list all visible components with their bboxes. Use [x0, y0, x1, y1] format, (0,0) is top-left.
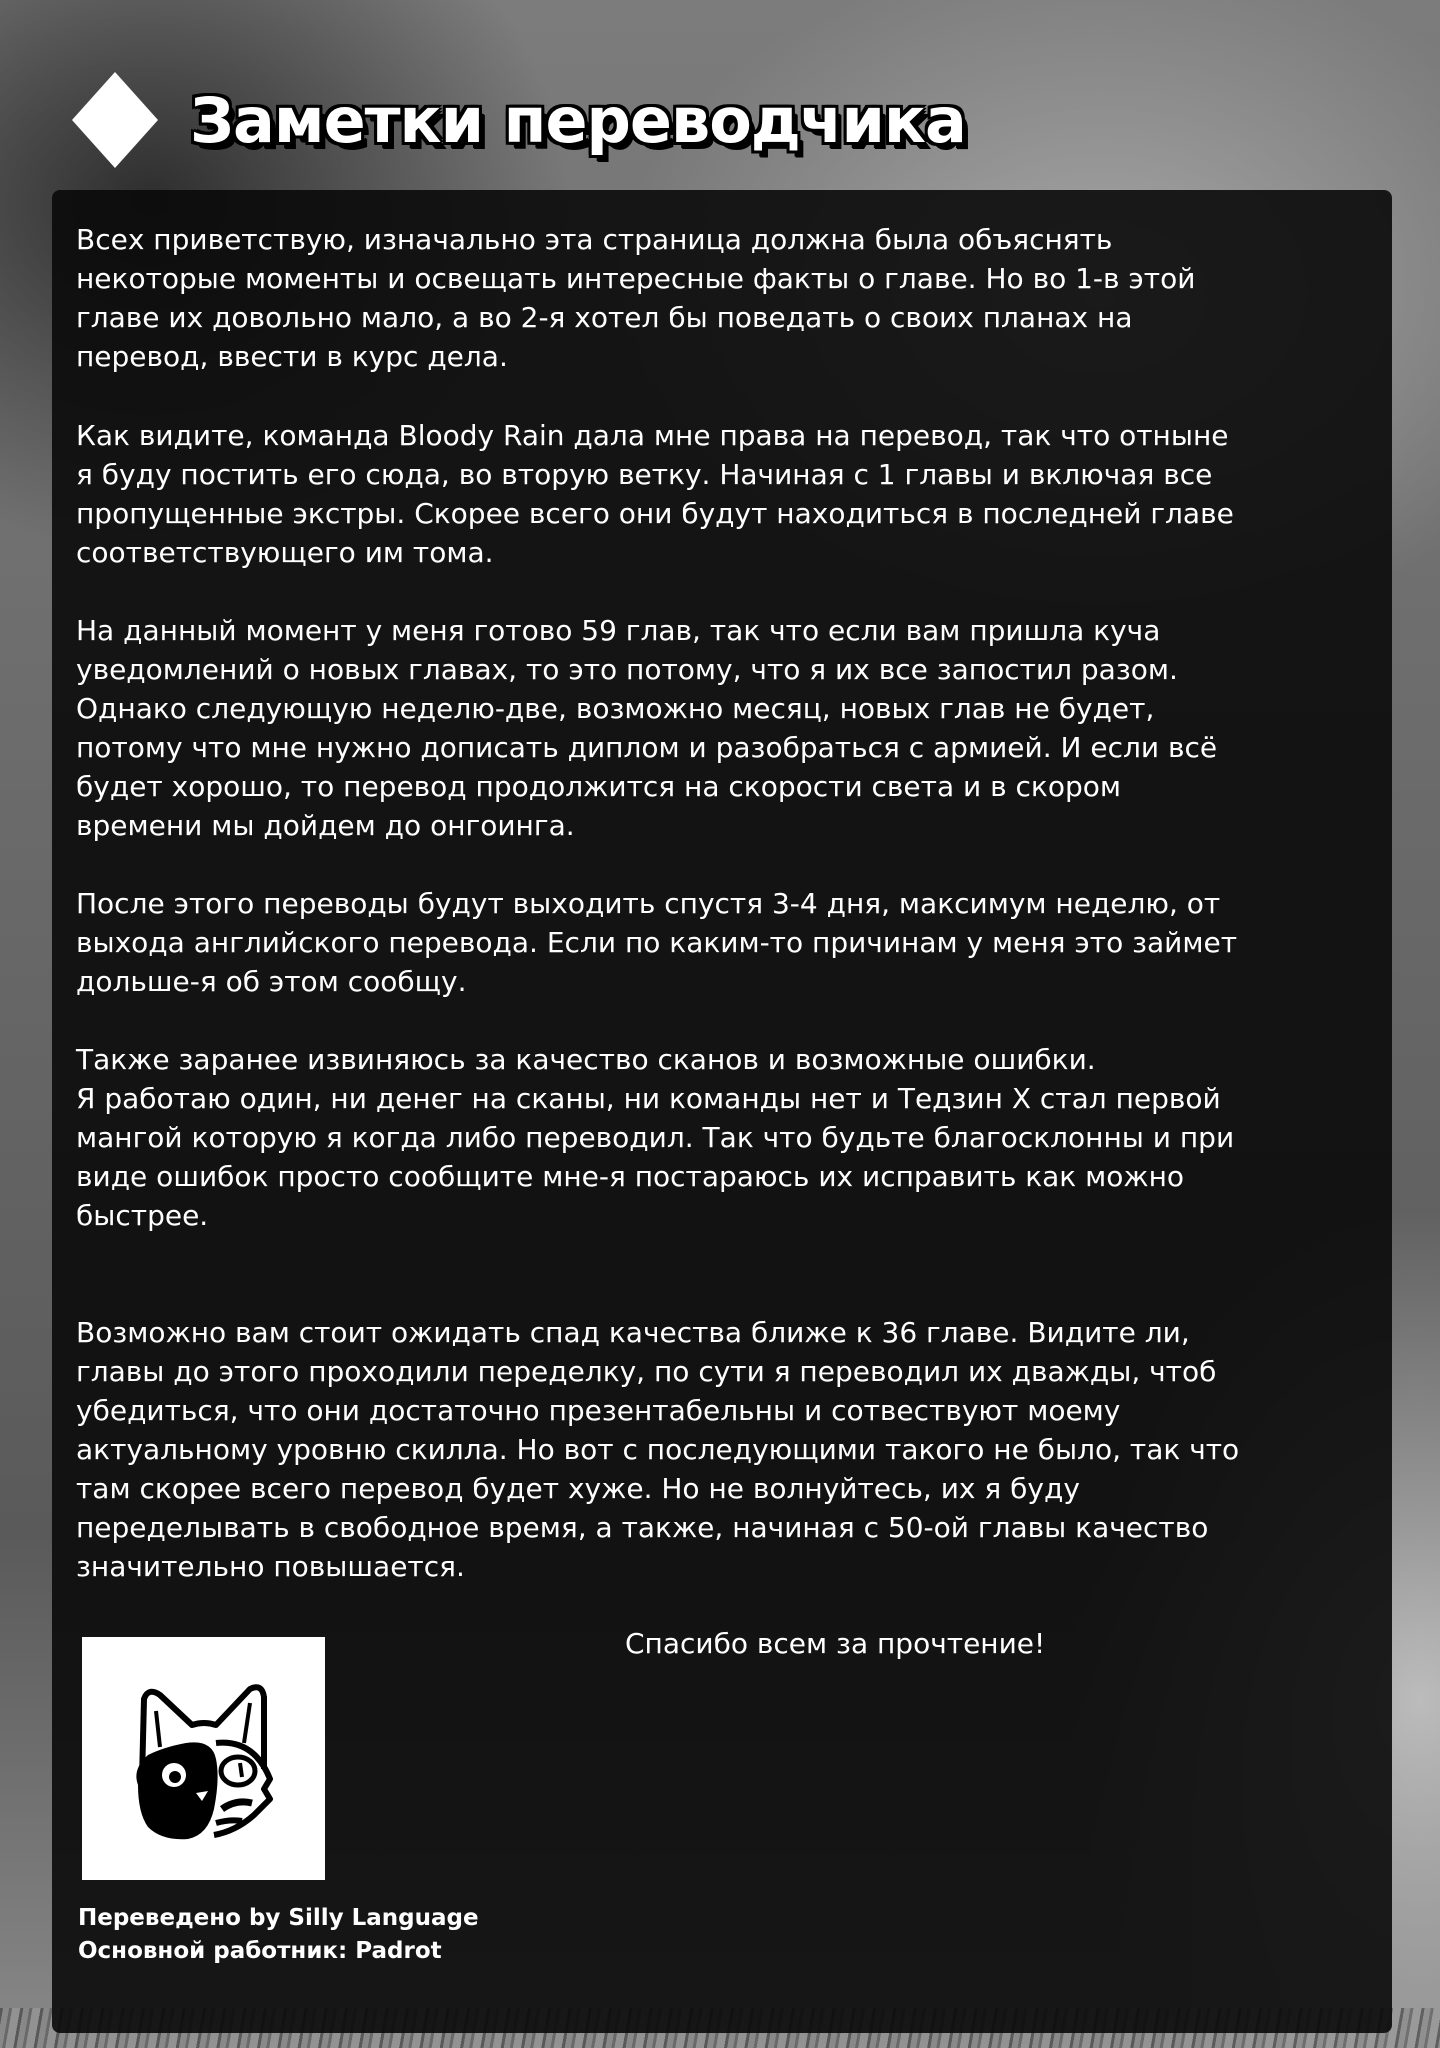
paragraph-quality — [76, 1313, 1239, 1586]
diamond-icon — [72, 72, 158, 168]
text-line: будет хорошо, то перевод продолжится на скорости света и в скором — [76, 770, 1121, 803]
text-line: уведомлений о новых главах, то это потому, что я их все запостил разом. — [76, 653, 1178, 686]
text-line: переделывать в свободное время, а также, начиная с 50-ой главы качество — [76, 1511, 1209, 1544]
text-line: Я работаю один, ни денег на сканы, ни команды нет и Тедзин Х стал первой — [76, 1082, 1221, 1115]
page-title: Заметки переводчика — [190, 83, 966, 157]
text-line: Также заранее извиняюсь за качество сканов и возможные ошибки. — [76, 1043, 1096, 1076]
paragraph-intro — [76, 220, 1195, 376]
text-line: Как видите, команда Bloody Rain дала мне права на перевод, так что отныне — [76, 419, 1229, 452]
page-header — [72, 72, 966, 168]
text-line: некоторые моменты и освещать интересные факты о главе. Но во 1-в этой — [76, 262, 1196, 295]
cat-face-logo-icon — [82, 1637, 325, 1880]
text-line: соответствующего им тома. — [76, 536, 494, 569]
paragraph-schedule — [76, 884, 1237, 1001]
credit-main-worker: Основной работник: Padrot — [78, 1938, 442, 1964]
text-line: После этого переводы будут выходить спустя 3-4 дня, максимум неделю, от — [76, 887, 1221, 920]
text-line: потому что мне нужно дописать диплом и разобраться с армией. И если всё — [76, 731, 1218, 764]
cat-face-icon — [104, 1659, 304, 1859]
paragraph-rights — [76, 416, 1234, 572]
text-line: актуальному уровню скилла. Но вот с последующими такого не было, так что — [76, 1433, 1240, 1466]
text-line: На данный момент у меня готово 59 глав, так что если вам пришла куча — [76, 614, 1161, 647]
text-line: дольше-я об этом сообщу. — [76, 965, 467, 998]
text-line: я буду постить его сюда, во вторую ветку. Начиная с 1 главы и включая все — [76, 458, 1213, 491]
text-line: главы до этого проходили переделку, по сути я переводил их дважды, чтоб — [76, 1355, 1217, 1388]
text-line: значительно повышается. — [76, 1550, 465, 1583]
text-line: выхода английского перевода. Если по каким-то причинам у меня это займет — [76, 926, 1238, 959]
text-line: пропущенные экстры. Скорее всего они будут находиться в последней главе — [76, 497, 1234, 530]
text-line: главе их довольно мало, а во 2-я хотел бы поведать о своих планах на — [76, 301, 1133, 334]
text-line: Возможно вам стоит ожидать спад качества ближе к 36 главе. Видите ли, — [76, 1316, 1190, 1349]
text-line: Всех приветствую, изначально эта страница должна была объяснять — [76, 223, 1113, 256]
text-line: мангой которую я когда либо переводил. Так что будьте благосклонны и при — [76, 1121, 1235, 1154]
text-line: там скорее всего перевод будет хуже. Но не волнуйтесь, их я буду — [76, 1472, 1080, 1505]
credits — [78, 1902, 479, 1968]
paragraph-apology — [76, 1040, 1234, 1235]
text-line: перевод, ввести в курс дела. — [76, 340, 508, 373]
thanks-message: Спасибо всем за прочтение! — [625, 1627, 1046, 1660]
text-line: Однако следующую неделю-две, возможно месяц, новых глав не будет, — [76, 692, 1155, 725]
text-line: времени мы дойдем до онгоинга. — [76, 809, 575, 842]
text-line: виде ошибок просто сообщите мне-я постараюсь их исправить как можно — [76, 1160, 1185, 1193]
text-line: убедиться, что они достаточно презентабельны и сотвествуют моему — [76, 1394, 1121, 1427]
credit-translator: Переведено by Silly Language — [78, 1905, 479, 1931]
text-line: быстрее. — [76, 1199, 209, 1232]
paragraph-progress — [76, 611, 1217, 845]
